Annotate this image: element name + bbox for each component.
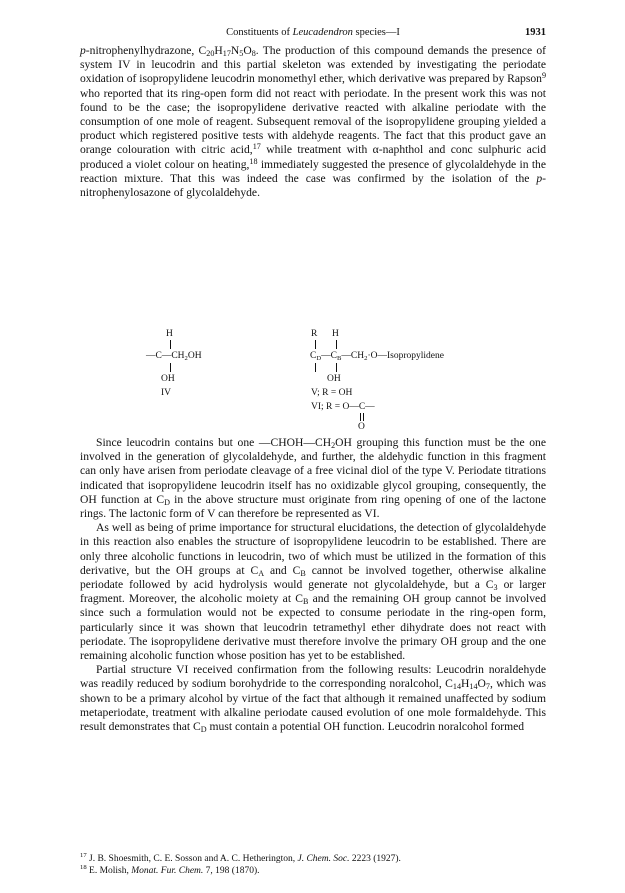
struct-v-r: R bbox=[311, 329, 318, 339]
struct-vi-label: VI; R = O—C— bbox=[311, 402, 375, 412]
struct-v-main: $C_D—C_B—CH_2\cdot O—Isopropylidene$ bbox=[310, 351, 444, 362]
paragraph-3: As well as being of prime importance for structural elucidations, the detection of glycolaldehyde in this reaction also enables the structure of isopropylidene leucodrin to be established. There are only three alcoholic functions in leucodrin, two of which must be utilized in the formation of this derivative, but the OH groups at $C_A$ and $C_B$ cannot be involved together, otherwise alkaline periodate followed by acid hydrolysis would generate not glycolaldehyde, but a $C_3$ or larger fragment. Moreover, the alcoholic moiety at $C_B$ and the remaining OH group cannot be involved since such a formulation would not be expected to consume periodate in the ring-open form, particularly since it was shown that leucodrin tetramethyl ether dihydrate does not react with periodate. The isopropylidene derivative must therefore involve the primary OH group and the one remaining alcoholic function whose position has yet to be established. bbox=[80, 521, 546, 663]
struct-iv-h: H bbox=[166, 329, 173, 339]
struct-v-bond-cd-bottom bbox=[315, 363, 316, 372]
struct-iv-label: IV bbox=[161, 388, 172, 398]
struct-v-bond-h bbox=[336, 340, 337, 349]
struct-iv-bond-top bbox=[170, 340, 171, 349]
footnote-18: $^{18}$ E. Molish, Monat. Fur. Chem. 7, 198 (1870). bbox=[80, 864, 260, 876]
paragraph-2: Since leucodrin contains but one $—CHOH—CH_2OH$ grouping this function must be the one involved in the generation of glycolaldehyde, and further, the aldehydic function in this fragment can only have arisen from periodate cleavage of a free vicinal diol of the type V. Periodate titrations indicated that isopropylidene leucodrin itself has no oxidizable glycol grouping, consequently, the OH function at $C_D$ in the above structure must originate from ring opening of one of the lactone rings. The lactonic form of V can therefore be represented as VI. bbox=[80, 436, 547, 521]
chemical-structures bbox=[80, 327, 546, 431]
paragraph-4: Partial structure VI received confirmation from the following results: Leucodrin noraldehyde was readily reduced by sodium borohydride to the corresponding noralcohol, $C_{14}H_{14}O_7$, which was shown to be a primary alcohol by virtue of the fact that although it remained unaffected by sodium metaperiodate, treatment with alkaline periodate caused evolution of one mole formaldehyde. This result demonstrates that $C_D$ must contain a potential OH function. Leucodrin noralcohol formed bbox=[80, 663, 546, 735]
body-text-top bbox=[80, 44, 546, 200]
paragraph-1: p-nitrophenylhydrazone, $C_{20}H_{17}N_5O_8$. The production of this compound demands the presence of system IV in leucodrin and this partial skeleton was extended by investigating the periodate oxidation of isopropylidene leucodrin monomethyl ether, which derivative was prepared by Rapson$^9$ who reported that its ring-open form did not react with periodate. In the present work this was not found to be the case; the isopropylidene derivative reacted with alkaline periodate with the consumption of one mole of reagent. Subsequent removal of the isopropylidene grouping yielded a product which registered positive tests with aldehyde reagents. The fact that this product gave an orange colouration with citric acid,$^{17}$ while treatment with α-naphthol and conc sulphuric acid produced a violet colour on heating,$^{18}$ immediately suggested the presence of glycolaldehyde in the reaction mixture. That this was indeed the case was confirmed by the isolation of the p-nitrophenylosazone of glycolaldehyde. bbox=[80, 44, 547, 200]
page-number: 1931 bbox=[525, 27, 546, 38]
footnotes bbox=[80, 853, 546, 877]
struct-v-h: H bbox=[332, 329, 339, 339]
page-header bbox=[80, 26, 546, 40]
running-head: Constituents of Leucadendron species—I bbox=[226, 27, 400, 38]
struct-vi-carbonyl-o: O bbox=[358, 422, 365, 432]
struct-v-bond-cb-bottom bbox=[336, 363, 337, 372]
struct-iv-main: $—C—CH_2OH$ bbox=[146, 351, 202, 362]
struct-iv-oh: OH bbox=[161, 374, 175, 384]
struct-iv-bond-bottom bbox=[170, 363, 171, 372]
struct-v-label: V; R = OH bbox=[311, 388, 353, 398]
body-text-bottom bbox=[80, 436, 546, 734]
footnote-17: $^{17}$ J. B. Shoesmith, C. E. Sosson and A. C. Hetherington, J. Chem. Soc. 2223 (1927). bbox=[80, 852, 401, 864]
struct-v-oh: OH bbox=[327, 374, 341, 384]
struct-v-bond-r bbox=[315, 340, 316, 349]
